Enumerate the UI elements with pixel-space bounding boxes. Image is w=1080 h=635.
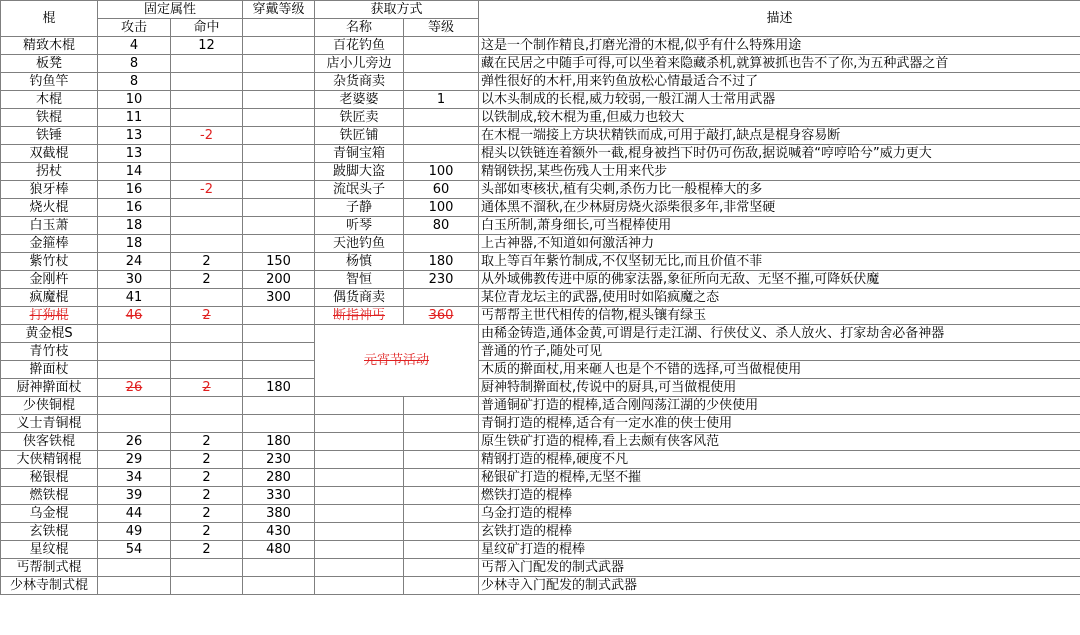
cell-source	[315, 415, 404, 433]
cell-name: 乌金棍	[1, 505, 98, 523]
cell-source-level	[404, 109, 479, 127]
header-name: 棍	[1, 1, 98, 37]
cell-accuracy: 2	[171, 523, 243, 541]
cell-source-level	[404, 541, 479, 559]
cell-equip	[243, 181, 315, 199]
cell-name: 少侠铜棍	[1, 397, 98, 415]
cell-description: 这是一个制作精良,打磨光滑的木棍,似乎有什么特殊用途	[479, 37, 1080, 55]
cell-name: 秘银棍	[1, 469, 98, 487]
table-row	[1, 37, 1080, 55]
cell-accuracy: 2	[171, 451, 243, 469]
cell-source	[315, 559, 404, 577]
cell-description: 从外域佛教传进中原的佛家法器,象征所向无敌、无坚不摧,可降妖伏魔	[479, 271, 1080, 289]
cell-source-level	[404, 73, 479, 91]
cell-attack: 39	[98, 487, 171, 505]
cell-attack: 16	[98, 181, 171, 199]
table-row	[1, 271, 1080, 289]
cell-name: 玄铁棍	[1, 523, 98, 541]
cell-equip: 150	[243, 253, 315, 271]
cell-attack: 14	[98, 163, 171, 181]
cell-equip	[243, 235, 315, 253]
cell-name: 木棍	[1, 91, 98, 109]
cell-source-level	[404, 127, 479, 145]
cell-description: 棍头以铁链连着额外一截,棍身被挡下时仍可伤敌,据说喊着“哼哼哈兮”威力更大	[479, 145, 1080, 163]
cell-name: 疯魔棍	[1, 289, 98, 307]
cell-source	[315, 397, 404, 415]
cell-attack: 29	[98, 451, 171, 469]
cell-attack: 26	[98, 379, 171, 397]
cell-name: 铁棍	[1, 109, 98, 127]
cell-attack: 13	[98, 127, 171, 145]
cell-source-level	[404, 577, 479, 595]
cell-description: 星纹矿打造的棍棒	[479, 541, 1080, 559]
table-row	[1, 55, 1080, 73]
table-row	[1, 541, 1080, 559]
cell-description: 乌金打造的棍棒	[479, 505, 1080, 523]
cell-description: 上古神器,不知道如何激活神力	[479, 235, 1080, 253]
cell-description: 木质的擀面杖,用来砸人也是个不错的选择,可当做棍使用	[479, 361, 1080, 379]
cell-source: 智恒	[315, 271, 404, 289]
table-row	[1, 217, 1080, 235]
cell-name: 双截棍	[1, 145, 98, 163]
table-row	[1, 577, 1080, 595]
cell-source: 跛脚大盗	[315, 163, 404, 181]
cell-source: 偶货商卖	[315, 289, 404, 307]
cell-attack: 54	[98, 541, 171, 559]
cell-name: 紫竹杖	[1, 253, 98, 271]
cell-source: 天池钓鱼	[315, 235, 404, 253]
cell-description: 少林寺入门配发的制式武器	[479, 577, 1080, 595]
cell-name: 铁锤	[1, 127, 98, 145]
cell-attack: 46	[98, 307, 171, 325]
cell-source: 流氓头子	[315, 181, 404, 199]
cell-name: 钓鱼竿	[1, 73, 98, 91]
cell-accuracy	[171, 289, 243, 307]
cell-equip	[243, 145, 315, 163]
cell-equip	[243, 163, 315, 181]
cell-attack: 18	[98, 217, 171, 235]
cell-source-level	[404, 487, 479, 505]
cell-accuracy	[171, 343, 243, 361]
table-row	[1, 235, 1080, 253]
cell-equip: 380	[243, 505, 315, 523]
cell-accuracy: 2	[171, 433, 243, 451]
cell-name: 黄金棍S	[1, 325, 98, 343]
table-row	[1, 505, 1080, 523]
cell-attack: 24	[98, 253, 171, 271]
cell-source	[315, 487, 404, 505]
cell-attack	[98, 397, 171, 415]
cell-source: 听琴	[315, 217, 404, 235]
header-acquire-name: 名称	[315, 19, 404, 37]
cell-accuracy	[171, 73, 243, 91]
cell-source	[315, 433, 404, 451]
cell-source: 青铜宝箱	[315, 145, 404, 163]
cell-source: 断指神丐	[315, 307, 404, 325]
header-acquire-level: 等级	[404, 19, 479, 37]
cell-attack	[98, 559, 171, 577]
cell-accuracy: -2	[171, 181, 243, 199]
cell-accuracy: 2	[171, 379, 243, 397]
cell-accuracy	[171, 163, 243, 181]
cell-equip	[243, 559, 315, 577]
header-equip-level-blank	[243, 19, 315, 37]
cell-equip: 430	[243, 523, 315, 541]
cell-source: 杂货商卖	[315, 73, 404, 91]
cell-source: 子静	[315, 199, 404, 217]
header-acquire: 获取方式	[315, 1, 479, 19]
cell-description: 以木头制成的长棍,威力较弱,一般江湖人士常用武器	[479, 91, 1080, 109]
header-fixed-attrs: 固定属性	[98, 1, 243, 19]
cell-attack: 11	[98, 109, 171, 127]
cell-accuracy	[171, 577, 243, 595]
cell-attack: 10	[98, 91, 171, 109]
cell-accuracy	[171, 145, 243, 163]
table-row	[1, 307, 1080, 325]
cell-name: 大侠精钢棍	[1, 451, 98, 469]
cell-equip	[243, 55, 315, 73]
cell-name: 金刚杵	[1, 271, 98, 289]
cell-source: 铁匠卖	[315, 109, 404, 127]
cell-name: 少林寺制式棍	[1, 577, 98, 595]
cell-source-level	[404, 235, 479, 253]
cell-equip	[243, 37, 315, 55]
cell-attack: 18	[98, 235, 171, 253]
cell-accuracy	[171, 91, 243, 109]
cell-source-level	[404, 415, 479, 433]
cell-description: 在木棍一端接上方块状精铁而成,可用于敲打,缺点是棍身容易断	[479, 127, 1080, 145]
cell-equip	[243, 343, 315, 361]
cell-name: 擀面杖	[1, 361, 98, 379]
cell-source	[315, 577, 404, 595]
cell-source	[315, 541, 404, 559]
cell-equip: 480	[243, 541, 315, 559]
cell-source-level	[404, 433, 479, 451]
cell-attack: 13	[98, 145, 171, 163]
cell-description: 以铁制成,较木棍为重,但威力也较大	[479, 109, 1080, 127]
cell-attack: 44	[98, 505, 171, 523]
cell-accuracy	[171, 235, 243, 253]
cell-description: 取上等百年紫竹制成,不仅坚韧无比,而且价值不菲	[479, 253, 1080, 271]
cell-name: 拐杖	[1, 163, 98, 181]
cell-source	[315, 451, 404, 469]
table-row	[1, 379, 1080, 397]
cell-source-level: 100	[404, 199, 479, 217]
header-equip-level: 穿戴等级	[243, 1, 315, 19]
cell-attack	[98, 361, 171, 379]
cell-source: 店小儿旁边	[315, 55, 404, 73]
cell-description: 丐帮帮主世代相传的信物,棍头镶有绿玉	[479, 307, 1080, 325]
cell-source-level	[404, 37, 479, 55]
table-row	[1, 109, 1080, 127]
cell-source-level: 180	[404, 253, 479, 271]
cell-accuracy: 2	[171, 469, 243, 487]
cell-name: 打狗棍	[1, 307, 98, 325]
cell-source: 杨慎	[315, 253, 404, 271]
cell-source: 百花钓鱼	[315, 37, 404, 55]
cell-equip	[243, 397, 315, 415]
cell-attack: 26	[98, 433, 171, 451]
header-description: 描述	[479, 1, 1080, 37]
cell-source-level	[404, 505, 479, 523]
cell-name: 精致木棍	[1, 37, 98, 55]
table-row	[1, 343, 1080, 361]
cell-accuracy: 2	[171, 271, 243, 289]
cell-source-level	[404, 523, 479, 541]
cell-equip	[243, 91, 315, 109]
cell-accuracy: 2	[171, 487, 243, 505]
cell-name: 狼牙棒	[1, 181, 98, 199]
cell-equip	[243, 73, 315, 91]
cell-attack: 4	[98, 37, 171, 55]
cell-equip: 230	[243, 451, 315, 469]
cell-attack	[98, 415, 171, 433]
cell-source: 铁匠铺	[315, 127, 404, 145]
cell-accuracy	[171, 55, 243, 73]
cell-accuracy: 2	[171, 541, 243, 559]
table-row	[1, 415, 1080, 433]
cell-attack: 34	[98, 469, 171, 487]
table-row	[1, 253, 1080, 271]
cell-equip: 300	[243, 289, 315, 307]
cell-description: 燃铁打造的棍棒	[479, 487, 1080, 505]
cell-name: 义士青铜棍	[1, 415, 98, 433]
cell-accuracy	[171, 217, 243, 235]
cell-equip	[243, 361, 315, 379]
table-row	[1, 163, 1080, 181]
cell-equip: 180	[243, 433, 315, 451]
cell-name: 青竹枝	[1, 343, 98, 361]
cell-description: 某位青龙坛主的武器,使用时如陷疯魔之态	[479, 289, 1080, 307]
cell-description: 秘银矿打造的棍棒,无坚不摧	[479, 469, 1080, 487]
cell-name: 烧火棍	[1, 199, 98, 217]
cell-equip: 280	[243, 469, 315, 487]
cell-description: 由稀金铸造,通体金黄,可谓是行走江湖、行侠仗义、杀人放火、打家劫舍必备神器	[479, 325, 1080, 343]
cell-description: 头部如枣核状,植有尖刺,杀伤力比一般棍棒大的多	[479, 181, 1080, 199]
cell-equip	[243, 109, 315, 127]
cell-source	[315, 505, 404, 523]
table-row	[1, 451, 1080, 469]
cell-source-level	[404, 451, 479, 469]
cell-source-level	[404, 145, 479, 163]
cell-source: 老婆婆	[315, 91, 404, 109]
cell-accuracy: -2	[171, 127, 243, 145]
cell-description: 厨神特制擀面杖,传说中的厨具,可当做棍使用	[479, 379, 1080, 397]
cell-attack: 16	[98, 199, 171, 217]
cell-attack: 8	[98, 73, 171, 91]
cell-accuracy	[171, 559, 243, 577]
table-row	[1, 325, 1080, 343]
cell-source-level	[404, 55, 479, 73]
cell-equip	[243, 415, 315, 433]
cell-name: 厨神擀面杖	[1, 379, 98, 397]
cell-source-level: 60	[404, 181, 479, 199]
cell-source-level: 230	[404, 271, 479, 289]
cell-attack	[98, 325, 171, 343]
table-row	[1, 127, 1080, 145]
cell-description: 普通的竹子,随处可见	[479, 343, 1080, 361]
cell-source	[315, 469, 404, 487]
table-row	[1, 487, 1080, 505]
cell-description: 青铜打造的棍棒,适合有一定水准的侠士使用	[479, 415, 1080, 433]
cell-accuracy: 12	[171, 37, 243, 55]
cell-equip	[243, 217, 315, 235]
cell-accuracy	[171, 109, 243, 127]
cell-accuracy	[171, 415, 243, 433]
cell-accuracy	[171, 361, 243, 379]
cell-source-level	[404, 469, 479, 487]
cell-attack: 8	[98, 55, 171, 73]
cell-equip	[243, 199, 315, 217]
cell-source-level: 80	[404, 217, 479, 235]
cell-equip: 180	[243, 379, 315, 397]
table-row	[1, 199, 1080, 217]
cell-description: 丐帮入门配发的制式武器	[479, 559, 1080, 577]
cell-name: 白玉萧	[1, 217, 98, 235]
cell-description: 玄铁打造的棍棒	[479, 523, 1080, 541]
table-row	[1, 361, 1080, 379]
cell-description: 原生铁矿打造的棍棒,看上去颇有侠客风范	[479, 433, 1080, 451]
cell-accuracy	[171, 325, 243, 343]
cell-description: 通体黑不溜秋,在少林厨房烧火添柴很多年,非常坚硬	[479, 199, 1080, 217]
table-row	[1, 433, 1080, 451]
cell-name: 燃铁棍	[1, 487, 98, 505]
cell-accuracy: 2	[171, 307, 243, 325]
cell-name: 侠客铁棍	[1, 433, 98, 451]
cell-accuracy: 2	[171, 505, 243, 523]
cell-source-level	[404, 289, 479, 307]
cell-accuracy	[171, 397, 243, 415]
table-row	[1, 181, 1080, 199]
cell-equip	[243, 325, 315, 343]
cell-description: 精钢打造的棍棒,硬度不凡	[479, 451, 1080, 469]
cell-attack	[98, 577, 171, 595]
cell-source-level: 360	[404, 307, 479, 325]
cell-equip: 200	[243, 271, 315, 289]
table-row	[1, 523, 1080, 541]
table-row	[1, 91, 1080, 109]
cell-attack: 49	[98, 523, 171, 541]
cell-accuracy: 2	[171, 253, 243, 271]
cell-equip: 330	[243, 487, 315, 505]
cell-name: 板凳	[1, 55, 98, 73]
header-accuracy: 命中	[171, 19, 243, 37]
cell-description: 弹性很好的木杆,用来钓鱼放松心情最适合不过了	[479, 73, 1080, 91]
cell-attack: 41	[98, 289, 171, 307]
table-row	[1, 73, 1080, 91]
cell-source-level: 1	[404, 91, 479, 109]
table-row	[1, 397, 1080, 415]
table-row	[1, 289, 1080, 307]
cell-source	[315, 523, 404, 541]
cell-source-level	[404, 559, 479, 577]
cell-source-level: 100	[404, 163, 479, 181]
cell-description: 普通铜矿打造的棍棒,适合刚闯荡江湖的少侠使用	[479, 397, 1080, 415]
cell-source-level	[404, 397, 479, 415]
table-row	[1, 559, 1080, 577]
event-source-cell: 元宵节活动	[315, 325, 479, 397]
table-row	[1, 469, 1080, 487]
cell-name: 丐帮制式棍	[1, 559, 98, 577]
cell-accuracy	[171, 199, 243, 217]
cell-equip	[243, 307, 315, 325]
cell-attack: 30	[98, 271, 171, 289]
cell-name: 星纹棍	[1, 541, 98, 559]
cell-equip	[243, 577, 315, 595]
table-row	[1, 145, 1080, 163]
cell-attack	[98, 343, 171, 361]
cell-description: 藏在民居之中随手可得,可以坐着来隐藏杀机,就算被抓也告不了你,为五种武器之首	[479, 55, 1080, 73]
cell-description: 白玉所制,萧身细长,可当棍棒使用	[479, 217, 1080, 235]
cell-name: 金箍棒	[1, 235, 98, 253]
cell-equip	[243, 127, 315, 145]
cell-description: 精钢铁拐,某些伤残人士用来代步	[479, 163, 1080, 181]
header-attack: 攻击	[98, 19, 171, 37]
